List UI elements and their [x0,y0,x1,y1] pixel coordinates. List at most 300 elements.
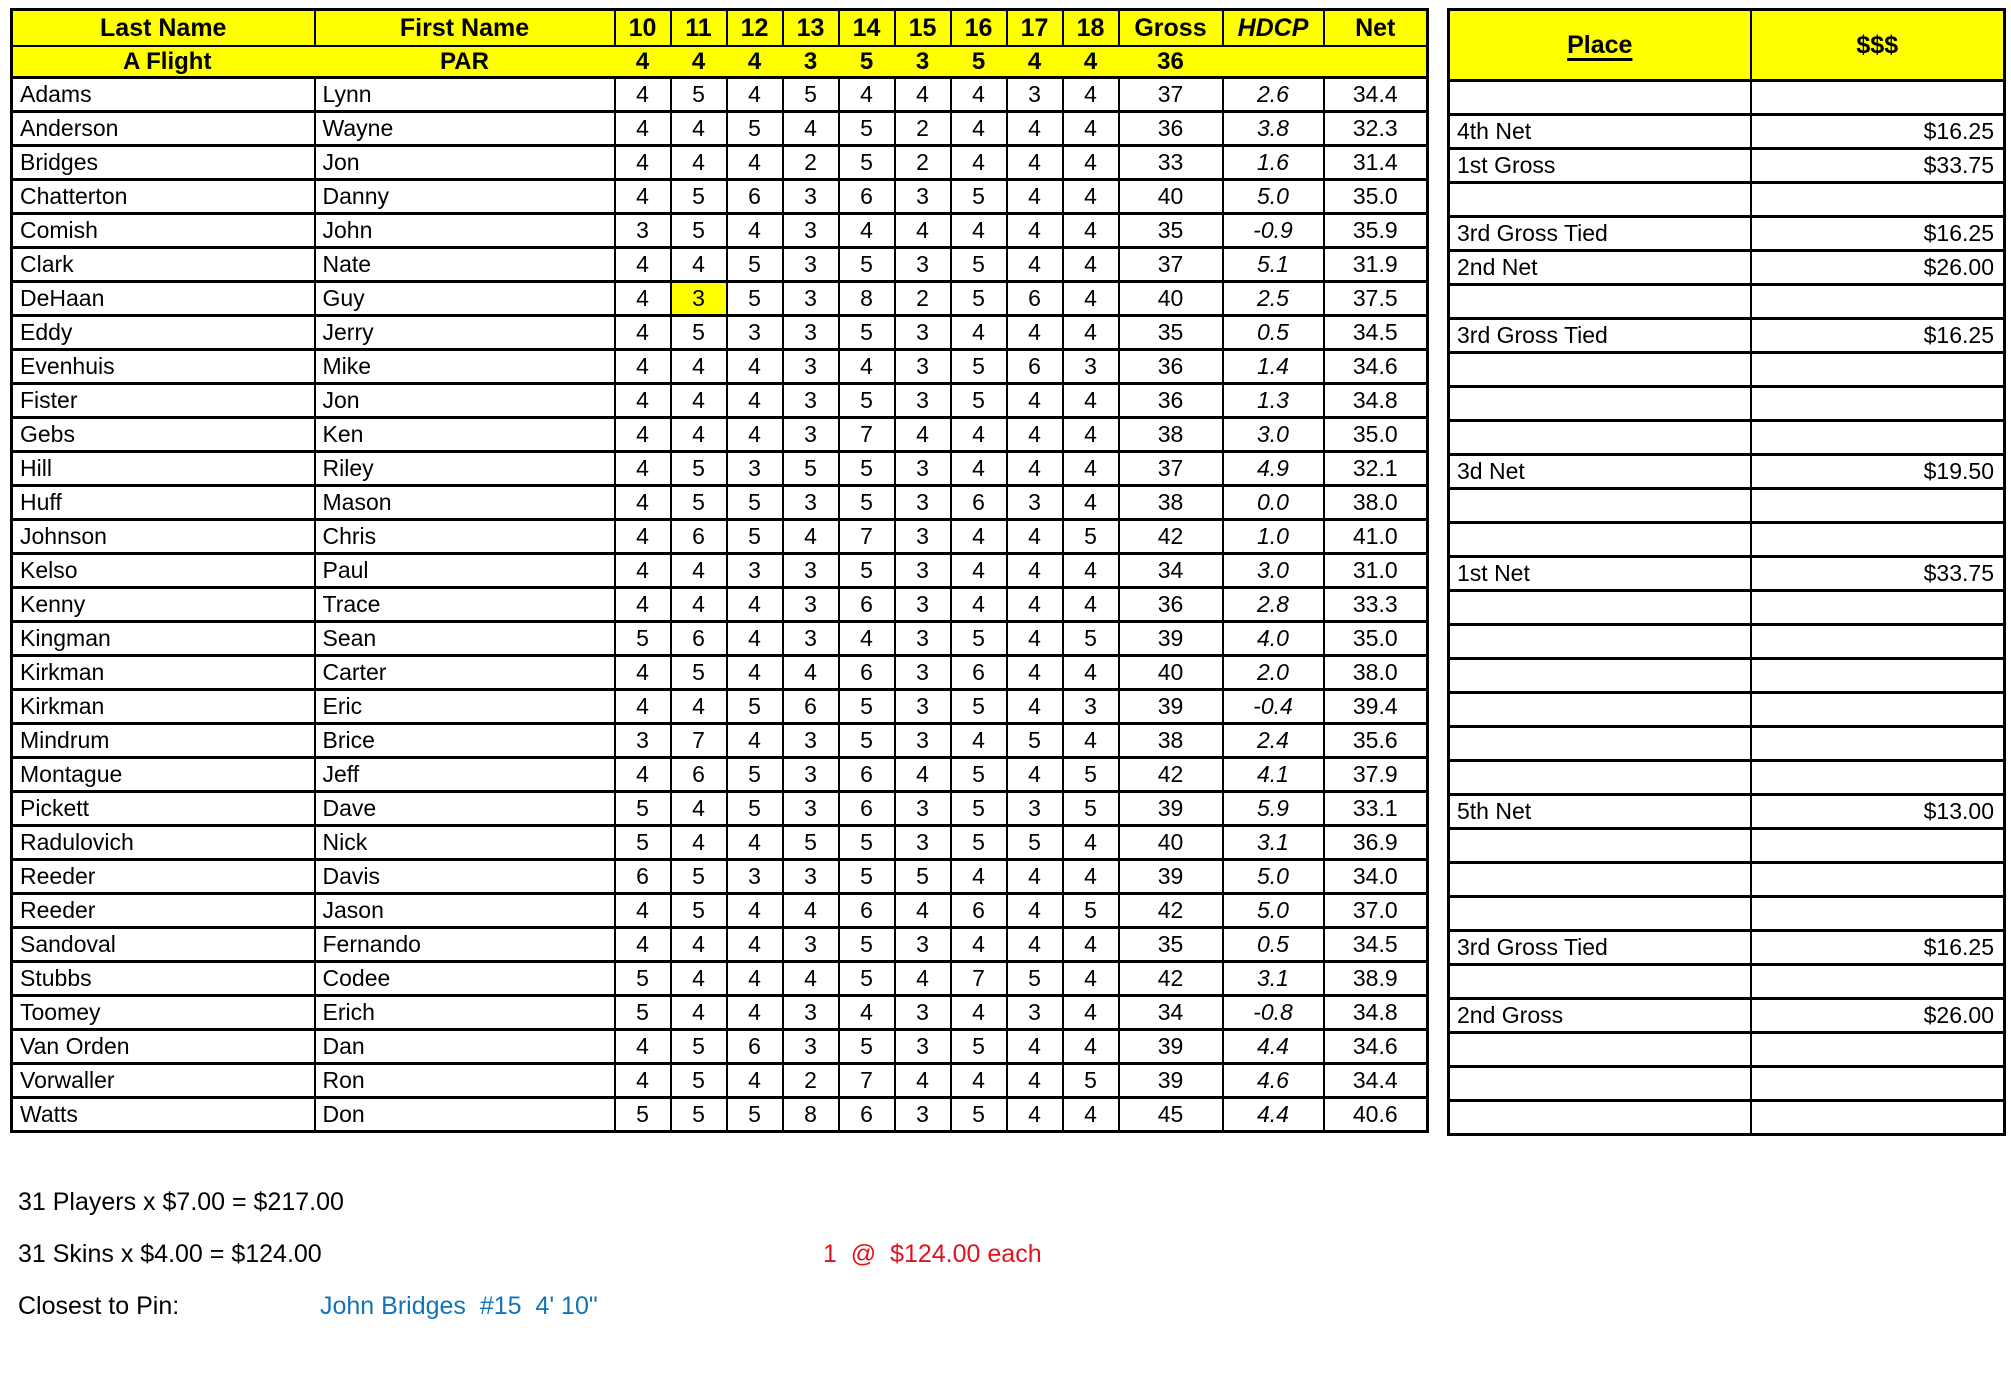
net-cell[interactable]: 35.6 [1324,724,1428,758]
gross-cell[interactable]: 36 [1119,384,1223,418]
gross-cell[interactable]: 35 [1119,214,1223,248]
score-cell[interactable]: 3 [783,1030,839,1064]
score-cell[interactable]: 3 [895,656,951,690]
score-cell[interactable]: 6 [1007,350,1063,384]
score-cell[interactable]: 4 [727,1064,783,1098]
score-cell[interactable]: 4 [1063,180,1119,214]
player-first-name-cell[interactable]: Sean [315,622,615,656]
money-cell[interactable] [1751,897,2005,931]
gross-cell[interactable]: 38 [1119,418,1223,452]
score-cell[interactable]: 4 [671,962,727,996]
score-cell[interactable]: 4 [1063,656,1119,690]
place-cell[interactable]: 3rd Gross Tied [1449,217,1751,251]
score-cell[interactable]: 4 [951,996,1007,1030]
score-cell[interactable]: 5 [615,826,671,860]
score-cell[interactable]: 6 [839,894,895,928]
score-cell[interactable]: 5 [951,792,1007,826]
player-first-name-cell[interactable]: Eric [315,690,615,724]
score-cell[interactable]: 5 [671,1064,727,1098]
hdcp-cell[interactable]: -0.8 [1223,996,1324,1030]
score-cell[interactable]: 4 [1063,826,1119,860]
score-cell[interactable]: 4 [839,78,895,112]
hdcp-cell[interactable]: 2.0 [1223,656,1324,690]
player-last-name-cell[interactable]: Mindrum [12,724,315,758]
gross-cell[interactable]: 39 [1119,690,1223,724]
gross-cell[interactable]: 39 [1119,860,1223,894]
player-first-name-cell[interactable]: Nate [315,248,615,282]
score-cell[interactable]: 4 [1063,418,1119,452]
score-cell[interactable]: 4 [1007,112,1063,146]
score-cell[interactable]: 5 [839,112,895,146]
col-header-first-name[interactable]: First Name [315,10,615,47]
hdcp-cell[interactable]: 0.0 [1223,486,1324,520]
player-first-name-cell[interactable]: Fernando [315,928,615,962]
col-header-hole-15[interactable]: 15 [895,10,951,47]
player-first-name-cell[interactable]: Riley [315,452,615,486]
score-cell[interactable]: 5 [839,826,895,860]
score-cell[interactable]: 7 [951,962,1007,996]
place-cell[interactable]: 1st Gross [1449,149,1751,183]
gross-cell[interactable]: 42 [1119,962,1223,996]
hdcp-cell[interactable]: 4.0 [1223,622,1324,656]
gross-cell[interactable]: 40 [1119,826,1223,860]
par-hole-12[interactable]: 4 [727,46,783,78]
score-cell[interactable]: 7 [671,724,727,758]
score-cell[interactable]: 4 [727,826,783,860]
net-cell[interactable]: 34.8 [1324,384,1428,418]
player-first-name-cell[interactable]: Erich [315,996,615,1030]
score-cell[interactable]: 4 [615,656,671,690]
score-cell[interactable]: 3 [783,214,839,248]
player-first-name-cell[interactable]: Ron [315,1064,615,1098]
score-cell[interactable]: 4 [615,690,671,724]
hdcp-cell[interactable]: 5.9 [1223,792,1324,826]
place-cell[interactable] [1449,761,1751,795]
score-cell[interactable]: 5 [1063,520,1119,554]
score-cell[interactable]: 4 [951,112,1007,146]
net-cell[interactable]: 31.4 [1324,146,1428,180]
score-cell[interactable]: 4 [1063,112,1119,146]
player-last-name-cell[interactable]: Adams [12,78,315,112]
hdcp-cell[interactable]: 2.5 [1223,282,1324,316]
player-first-name-cell[interactable]: Jeff [315,758,615,792]
score-cell[interactable]: 4 [615,486,671,520]
place-cell[interactable]: 1st Net [1449,557,1751,591]
score-cell[interactable]: 5 [727,282,783,316]
score-cell[interactable]: 6 [671,622,727,656]
score-cell[interactable]: 6 [783,690,839,724]
score-cell[interactable]: 4 [895,78,951,112]
place-cell[interactable] [1449,183,1751,217]
score-cell[interactable]: 2 [895,282,951,316]
score-cell[interactable]: 7 [839,418,895,452]
score-cell[interactable]: 4 [671,588,727,622]
score-cell[interactable]: 4 [1007,656,1063,690]
gross-cell[interactable]: 39 [1119,792,1223,826]
money-cell[interactable]: $13.00 [1751,795,2005,829]
score-cell[interactable]: 3 [783,486,839,520]
player-last-name-cell[interactable]: Kirkman [12,690,315,724]
net-cell[interactable]: 32.1 [1324,452,1428,486]
score-cell[interactable]: 5 [839,316,895,350]
place-cell[interactable] [1449,1033,1751,1067]
flight-label[interactable]: A Flight [12,46,315,78]
score-cell[interactable]: 4 [671,690,727,724]
gross-cell[interactable]: 38 [1119,486,1223,520]
net-cell[interactable]: 35.0 [1324,622,1428,656]
score-cell[interactable]: 4 [727,350,783,384]
score-cell[interactable]: 5 [951,622,1007,656]
score-cell[interactable]: 5 [951,350,1007,384]
hdcp-cell[interactable]: 2.4 [1223,724,1324,758]
net-cell[interactable]: 34.4 [1324,78,1428,112]
score-cell[interactable]: 4 [895,894,951,928]
net-cell[interactable]: 34.0 [1324,860,1428,894]
score-cell[interactable]: 4 [951,452,1007,486]
score-cell[interactable]: 8 [839,282,895,316]
player-last-name-cell[interactable]: DeHaan [12,282,315,316]
player-first-name-cell[interactable]: Jerry [315,316,615,350]
score-cell[interactable]: 5 [727,792,783,826]
score-cell[interactable]: 4 [951,928,1007,962]
score-cell[interactable]: 5 [839,962,895,996]
score-cell[interactable]: 5 [839,248,895,282]
net-cell[interactable]: 34.8 [1324,996,1428,1030]
gross-cell[interactable]: 33 [1119,146,1223,180]
money-cell[interactable]: $26.00 [1751,999,2005,1033]
score-cell[interactable]: 5 [671,316,727,350]
score-cell[interactable]: 4 [895,418,951,452]
net-cell[interactable]: 37.5 [1324,282,1428,316]
net-cell[interactable]: 34.6 [1324,350,1428,384]
hdcp-cell[interactable]: 2.8 [1223,588,1324,622]
score-cell[interactable]: 5 [951,282,1007,316]
money-cell[interactable] [1751,353,2005,387]
money-cell[interactable] [1751,965,2005,999]
score-cell[interactable]: 3 [783,418,839,452]
gross-cell[interactable]: 42 [1119,520,1223,554]
player-first-name-cell[interactable]: Nick [315,826,615,860]
score-cell[interactable]: 7 [839,520,895,554]
par-hole-11[interactable]: 4 [671,46,727,78]
place-cell[interactable]: 2nd Gross [1449,999,1751,1033]
score-cell[interactable]: 4 [1063,724,1119,758]
score-cell[interactable]: 3 [895,350,951,384]
score-cell[interactable]: 3 [1063,350,1119,384]
score-cell[interactable]: 3 [783,248,839,282]
score-cell[interactable]: 4 [727,146,783,180]
place-cell[interactable]: 4th Net [1449,115,1751,149]
score-cell[interactable]: 3 [895,588,951,622]
place-cell[interactable] [1449,965,1751,999]
score-cell[interactable]: 4 [727,622,783,656]
score-cell[interactable]: 4 [1007,554,1063,588]
money-cell[interactable] [1751,421,2005,455]
score-cell[interactable]: 3 [895,724,951,758]
gross-cell[interactable]: 37 [1119,248,1223,282]
score-cell[interactable]: 5 [839,1030,895,1064]
score-cell[interactable]: 5 [727,758,783,792]
player-last-name-cell[interactable]: Kingman [12,622,315,656]
hdcp-cell[interactable]: 5.0 [1223,180,1324,214]
player-last-name-cell[interactable]: Reeder [12,860,315,894]
net-cell[interactable]: 31.9 [1324,248,1428,282]
score-cell[interactable]: 4 [839,350,895,384]
player-last-name-cell[interactable]: Van Orden [12,1030,315,1064]
score-cell[interactable]: 6 [839,656,895,690]
score-cell[interactable]: 6 [671,758,727,792]
score-cell[interactable]: 5 [1063,1064,1119,1098]
place-cell[interactable] [1449,625,1751,659]
money-cell[interactable] [1751,1067,2005,1101]
place-cell[interactable] [1449,387,1751,421]
player-first-name-cell[interactable]: Mike [315,350,615,384]
player-first-name-cell[interactable]: Brice [315,724,615,758]
score-cell[interactable]: 4 [671,146,727,180]
score-cell[interactable]: 4 [1007,146,1063,180]
net-cell[interactable]: 34.4 [1324,1064,1428,1098]
score-cell[interactable]: 4 [727,928,783,962]
score-cell[interactable]: 3 [895,248,951,282]
money-cell[interactable] [1751,489,2005,523]
score-cell[interactable]: 5 [839,452,895,486]
place-cell[interactable]: 3d Net [1449,455,1751,489]
score-cell[interactable]: 4 [615,894,671,928]
money-cell[interactable] [1751,625,2005,659]
net-cell[interactable]: 35.0 [1324,418,1428,452]
money-cell[interactable] [1751,523,2005,557]
score-cell[interactable]: 6 [727,180,783,214]
gross-cell[interactable]: 38 [1119,724,1223,758]
score-cell[interactable]: 4 [615,520,671,554]
score-cell[interactable]: 3 [895,452,951,486]
net-cell[interactable]: 40.6 [1324,1098,1428,1132]
col-header-hole-17[interactable]: 17 [1007,10,1063,47]
hdcp-cell[interactable]: 5.1 [1223,248,1324,282]
place-cell[interactable] [1449,829,1751,863]
score-cell[interactable]: 5 [839,554,895,588]
score-cell[interactable]: 5 [615,996,671,1030]
score-cell[interactable]: 3 [727,316,783,350]
score-cell[interactable]: 6 [839,588,895,622]
score-cell[interactable]: 4 [951,554,1007,588]
score-cell[interactable]: 5 [727,690,783,724]
par-hole-15[interactable]: 3 [895,46,951,78]
player-first-name-cell[interactable]: Chris [315,520,615,554]
gross-cell[interactable]: 36 [1119,588,1223,622]
net-cell[interactable]: 35.9 [1324,214,1428,248]
score-cell[interactable]: 3 [895,826,951,860]
hdcp-cell[interactable]: 3.1 [1223,962,1324,996]
score-cell[interactable]: 3 [783,180,839,214]
score-cell[interactable]: 5 [671,1098,727,1132]
score-cell[interactable]: 4 [783,656,839,690]
score-cell[interactable]: 3 [783,758,839,792]
score-cell[interactable]: 6 [839,792,895,826]
net-cell[interactable]: 38.0 [1324,486,1428,520]
money-cell[interactable]: $16.25 [1751,931,2005,965]
score-cell[interactable]: 4 [839,996,895,1030]
score-cell[interactable]: 6 [951,656,1007,690]
gross-cell[interactable]: 34 [1119,554,1223,588]
player-last-name-cell[interactable]: Anderson [12,112,315,146]
score-cell[interactable]: 4 [1007,894,1063,928]
score-cell[interactable]: 5 [615,962,671,996]
money-cell[interactable] [1751,81,2005,115]
hdcp-cell[interactable]: 1.3 [1223,384,1324,418]
score-cell[interactable]: 4 [615,1064,671,1098]
score-cell[interactable]: 4 [727,656,783,690]
score-cell[interactable]: 3 [895,928,951,962]
score-cell[interactable]: 4 [727,996,783,1030]
score-cell[interactable]: 4 [615,112,671,146]
score-cell[interactable]: 5 [727,248,783,282]
player-first-name-cell[interactable]: Guy [315,282,615,316]
score-cell[interactable]: 5 [1007,724,1063,758]
gross-cell[interactable]: 35 [1119,928,1223,962]
hdcp-cell[interactable]: 1.6 [1223,146,1324,180]
score-cell[interactable]: 4 [615,146,671,180]
player-first-name-cell[interactable]: Lynn [315,78,615,112]
net-cell[interactable]: 38.0 [1324,656,1428,690]
gross-cell[interactable]: 36 [1119,112,1223,146]
score-cell[interactable]: 6 [727,1030,783,1064]
score-cell[interactable]: 8 [783,1098,839,1132]
money-cell[interactable]: $16.25 [1751,115,2005,149]
hdcp-cell[interactable]: 5.0 [1223,894,1324,928]
net-cell[interactable]: 32.3 [1324,112,1428,146]
score-cell[interactable]: 4 [671,554,727,588]
place-cell[interactable]: 5th Net [1449,795,1751,829]
hdcp-cell[interactable]: 4.4 [1223,1098,1324,1132]
score-cell[interactable]: 5 [839,486,895,520]
score-cell[interactable]: 3 [727,554,783,588]
money-cell[interactable] [1751,591,2005,625]
score-cell[interactable]: 4 [1063,1030,1119,1064]
score-cell[interactable]: 5 [951,826,1007,860]
score-cell[interactable]: 4 [783,894,839,928]
score-cell[interactable]: 3 [895,554,951,588]
score-cell[interactable]: 5 [727,112,783,146]
score-cell[interactable]: 3 [1007,78,1063,112]
net-cell[interactable]: 33.3 [1324,588,1428,622]
player-last-name-cell[interactable]: Pickett [12,792,315,826]
score-cell[interactable]: 5 [1007,962,1063,996]
par-hole-13[interactable]: 3 [783,46,839,78]
player-first-name-cell[interactable]: Paul [315,554,615,588]
player-last-name-cell[interactable]: Fister [12,384,315,418]
score-cell[interactable]: 3 [895,180,951,214]
player-first-name-cell[interactable]: Wayne [315,112,615,146]
hdcp-cell[interactable]: 4.4 [1223,1030,1324,1064]
score-cell[interactable]: 4 [615,78,671,112]
par-hole-10[interactable]: 4 [615,46,671,78]
score-cell[interactable]: 4 [615,180,671,214]
money-cell[interactable] [1751,693,2005,727]
net-cell[interactable]: 34.5 [1324,928,1428,962]
score-cell[interactable]: 3 [615,214,671,248]
score-cell[interactable]: 3 [727,452,783,486]
place-cell[interactable] [1449,285,1751,319]
score-cell[interactable]: 3 [783,384,839,418]
score-cell[interactable]: 6 [839,758,895,792]
score-cell[interactable]: 4 [839,214,895,248]
col-header-money[interactable]: $$$ [1751,10,2005,81]
score-cell[interactable]: 4 [1063,146,1119,180]
score-cell[interactable]: 5 [671,656,727,690]
score-cell[interactable]: 5 [671,452,727,486]
score-cell[interactable]: 6 [1007,282,1063,316]
score-cell[interactable]: 4 [783,112,839,146]
col-header-gross[interactable]: Gross [1119,10,1223,47]
score-cell[interactable]: 6 [671,520,727,554]
player-last-name-cell[interactable]: Gebs [12,418,315,452]
score-cell[interactable]: 4 [1063,214,1119,248]
score-cell[interactable]: 4 [671,792,727,826]
col-header-last-name[interactable]: Last Name [12,10,315,47]
score-cell[interactable]: 4 [951,588,1007,622]
gross-cell[interactable]: 36 [1119,350,1223,384]
score-cell[interactable]: 5 [951,1098,1007,1132]
place-cell[interactable] [1449,523,1751,557]
score-cell[interactable]: 4 [951,78,1007,112]
money-cell[interactable] [1751,761,2005,795]
net-cell[interactable]: 41.0 [1324,520,1428,554]
score-cell[interactable]: 4 [1007,758,1063,792]
score-cell[interactable]: 2 [783,1064,839,1098]
col-header-hole-18[interactable]: 18 [1063,10,1119,47]
player-last-name-cell[interactable]: Evenhuis [12,350,315,384]
score-cell[interactable]: 5 [839,690,895,724]
hdcp-cell[interactable]: 3.0 [1223,554,1324,588]
col-header-hole-14[interactable]: 14 [839,10,895,47]
money-cell[interactable]: $16.25 [1751,319,2005,353]
score-cell[interactable]: 4 [1063,316,1119,350]
player-last-name-cell[interactable]: Radulovich [12,826,315,860]
gross-cell[interactable]: 40 [1119,282,1223,316]
place-cell[interactable] [1449,897,1751,931]
score-cell[interactable]: 4 [951,214,1007,248]
player-last-name-cell[interactable]: Stubbs [12,962,315,996]
score-cell[interactable]: 4 [1007,928,1063,962]
gross-cell[interactable]: 39 [1119,1030,1223,1064]
score-cell[interactable]: 3 [783,316,839,350]
score-cell[interactable]: 3 [783,622,839,656]
score-cell[interactable]: 3 [783,996,839,1030]
player-last-name-cell[interactable]: Kenny [12,588,315,622]
score-cell[interactable]: 4 [1007,248,1063,282]
par-hole-16[interactable]: 5 [951,46,1007,78]
score-cell[interactable]: 4 [951,146,1007,180]
gross-cell[interactable]: 40 [1119,656,1223,690]
net-cell[interactable]: 36.9 [1324,826,1428,860]
score-cell[interactable]: 3 [895,384,951,418]
gross-cell[interactable]: 37 [1119,78,1223,112]
score-cell[interactable]: 3 [783,792,839,826]
score-cell[interactable]: 5 [783,452,839,486]
player-last-name-cell[interactable]: Chatterton [12,180,315,214]
score-cell[interactable]: 4 [671,418,727,452]
score-cell[interactable]: 7 [839,1064,895,1098]
score-cell[interactable]: 3 [1007,792,1063,826]
player-first-name-cell[interactable]: Ken [315,418,615,452]
score-cell[interactable]: 4 [1063,248,1119,282]
score-cell[interactable]: 3 [895,996,951,1030]
player-first-name-cell[interactable]: Mason [315,486,615,520]
score-cell[interactable]: 3 [895,792,951,826]
score-cell[interactable]: 6 [951,894,1007,928]
player-last-name-cell[interactable]: Bridges [12,146,315,180]
